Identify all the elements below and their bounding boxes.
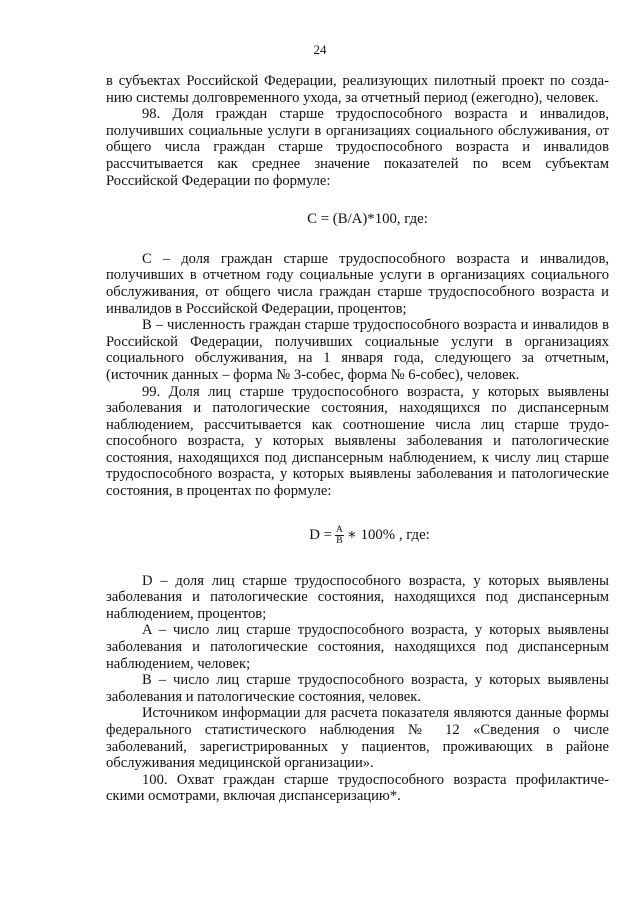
formula-d-denominator: B bbox=[336, 536, 343, 547]
document-body bbox=[106, 73, 609, 805]
paragraph-98: 98. Доля граждан старше трудоспособного возраста и инвалидов, получивших социальные услуги в организациях социального обслуживания, от общего числа граждан старше трудоспособного возраста и инвалидов рассчитывается как среднее значение показателей по всем субъектам Российской Федерации по формуле: bbox=[106, 106, 609, 189]
paragraph-99: 99. Доля лиц старше трудоспособного возраста, у которых выявлены заболевания и патологические состояния, находящихся по диспансерным наблюдением, рассчитывается как соотношение числа лиц старше трудоспособного возраста, у которых выявлены заболевания и патологические состояния, находящихся под диспансерным наблюдением, к числу лиц старше трудоспособного возраста, у которых выявлены заболевания и патологические состояния, в процентах по формуле: bbox=[106, 383, 609, 500]
definition-d: D – доля лиц старше трудоспособного возраста, у которых выявлены заболевания и патологические состояния, находящихся под диспансерным наблюдением, процентов; bbox=[106, 572, 609, 622]
definition-b2: B – число лиц старше трудоспособного возраста, у которых выявлены заболевания и патологические состояния, человек. bbox=[106, 672, 609, 705]
paragraph-source: Источником информации для расчета показателя являются данные формы федерального статистического наблюдения № 12 «Сведения о числе заболеваний, зарегистрированных у пациентов, проживающих в районе обслуживания медицинской организации». bbox=[106, 705, 609, 772]
paragraph-continuation: в субъектах Российской Федерации, реализующих пилотный проект по созданию системы долговременного ухода, за отчетный период (ежегодно), человек. bbox=[106, 73, 609, 106]
formula-c: C = (B/A)*100, где: bbox=[307, 211, 428, 228]
definition-b: B – численность граждан старше трудоспособного возраста и инвалидов в Российской Федерации, получивших социальные услуги в организациях социального обслуживания, на 1 января года, следующего за отчетным, (источник данных – форма № 3-собес, форма № 6-собес), человек. bbox=[106, 317, 609, 383]
formula-d-rhs: ∗ 100% , где: bbox=[346, 527, 430, 544]
paragraph-100: 100. Охват граждан старше трудоспособного возраста профилактическими осмотрами, включая диспансеризацию*. bbox=[106, 771, 609, 805]
definition-a: A – число лиц старше трудоспособного возраста, у которых выявлены заболевания и патологические состояния, находящихся под диспансерным наблюдением, человек; bbox=[106, 622, 609, 672]
formula-d-numerator: A bbox=[335, 525, 343, 536]
formula-d-lhs: D = bbox=[309, 527, 332, 544]
definition-c: C – доля граждан старше трудоспособного возраста и инвалидов, получивших в отчетном году социальные услуги в организациях социального обслуживания, от общего числа граждан старше трудоспособного возраста и инвалидов в Российской Федерации, процентов; bbox=[106, 250, 609, 317]
formula-d bbox=[106, 521, 609, 551]
formula-d-fraction bbox=[334, 525, 345, 546]
page-number: 24 bbox=[313, 42, 327, 57]
